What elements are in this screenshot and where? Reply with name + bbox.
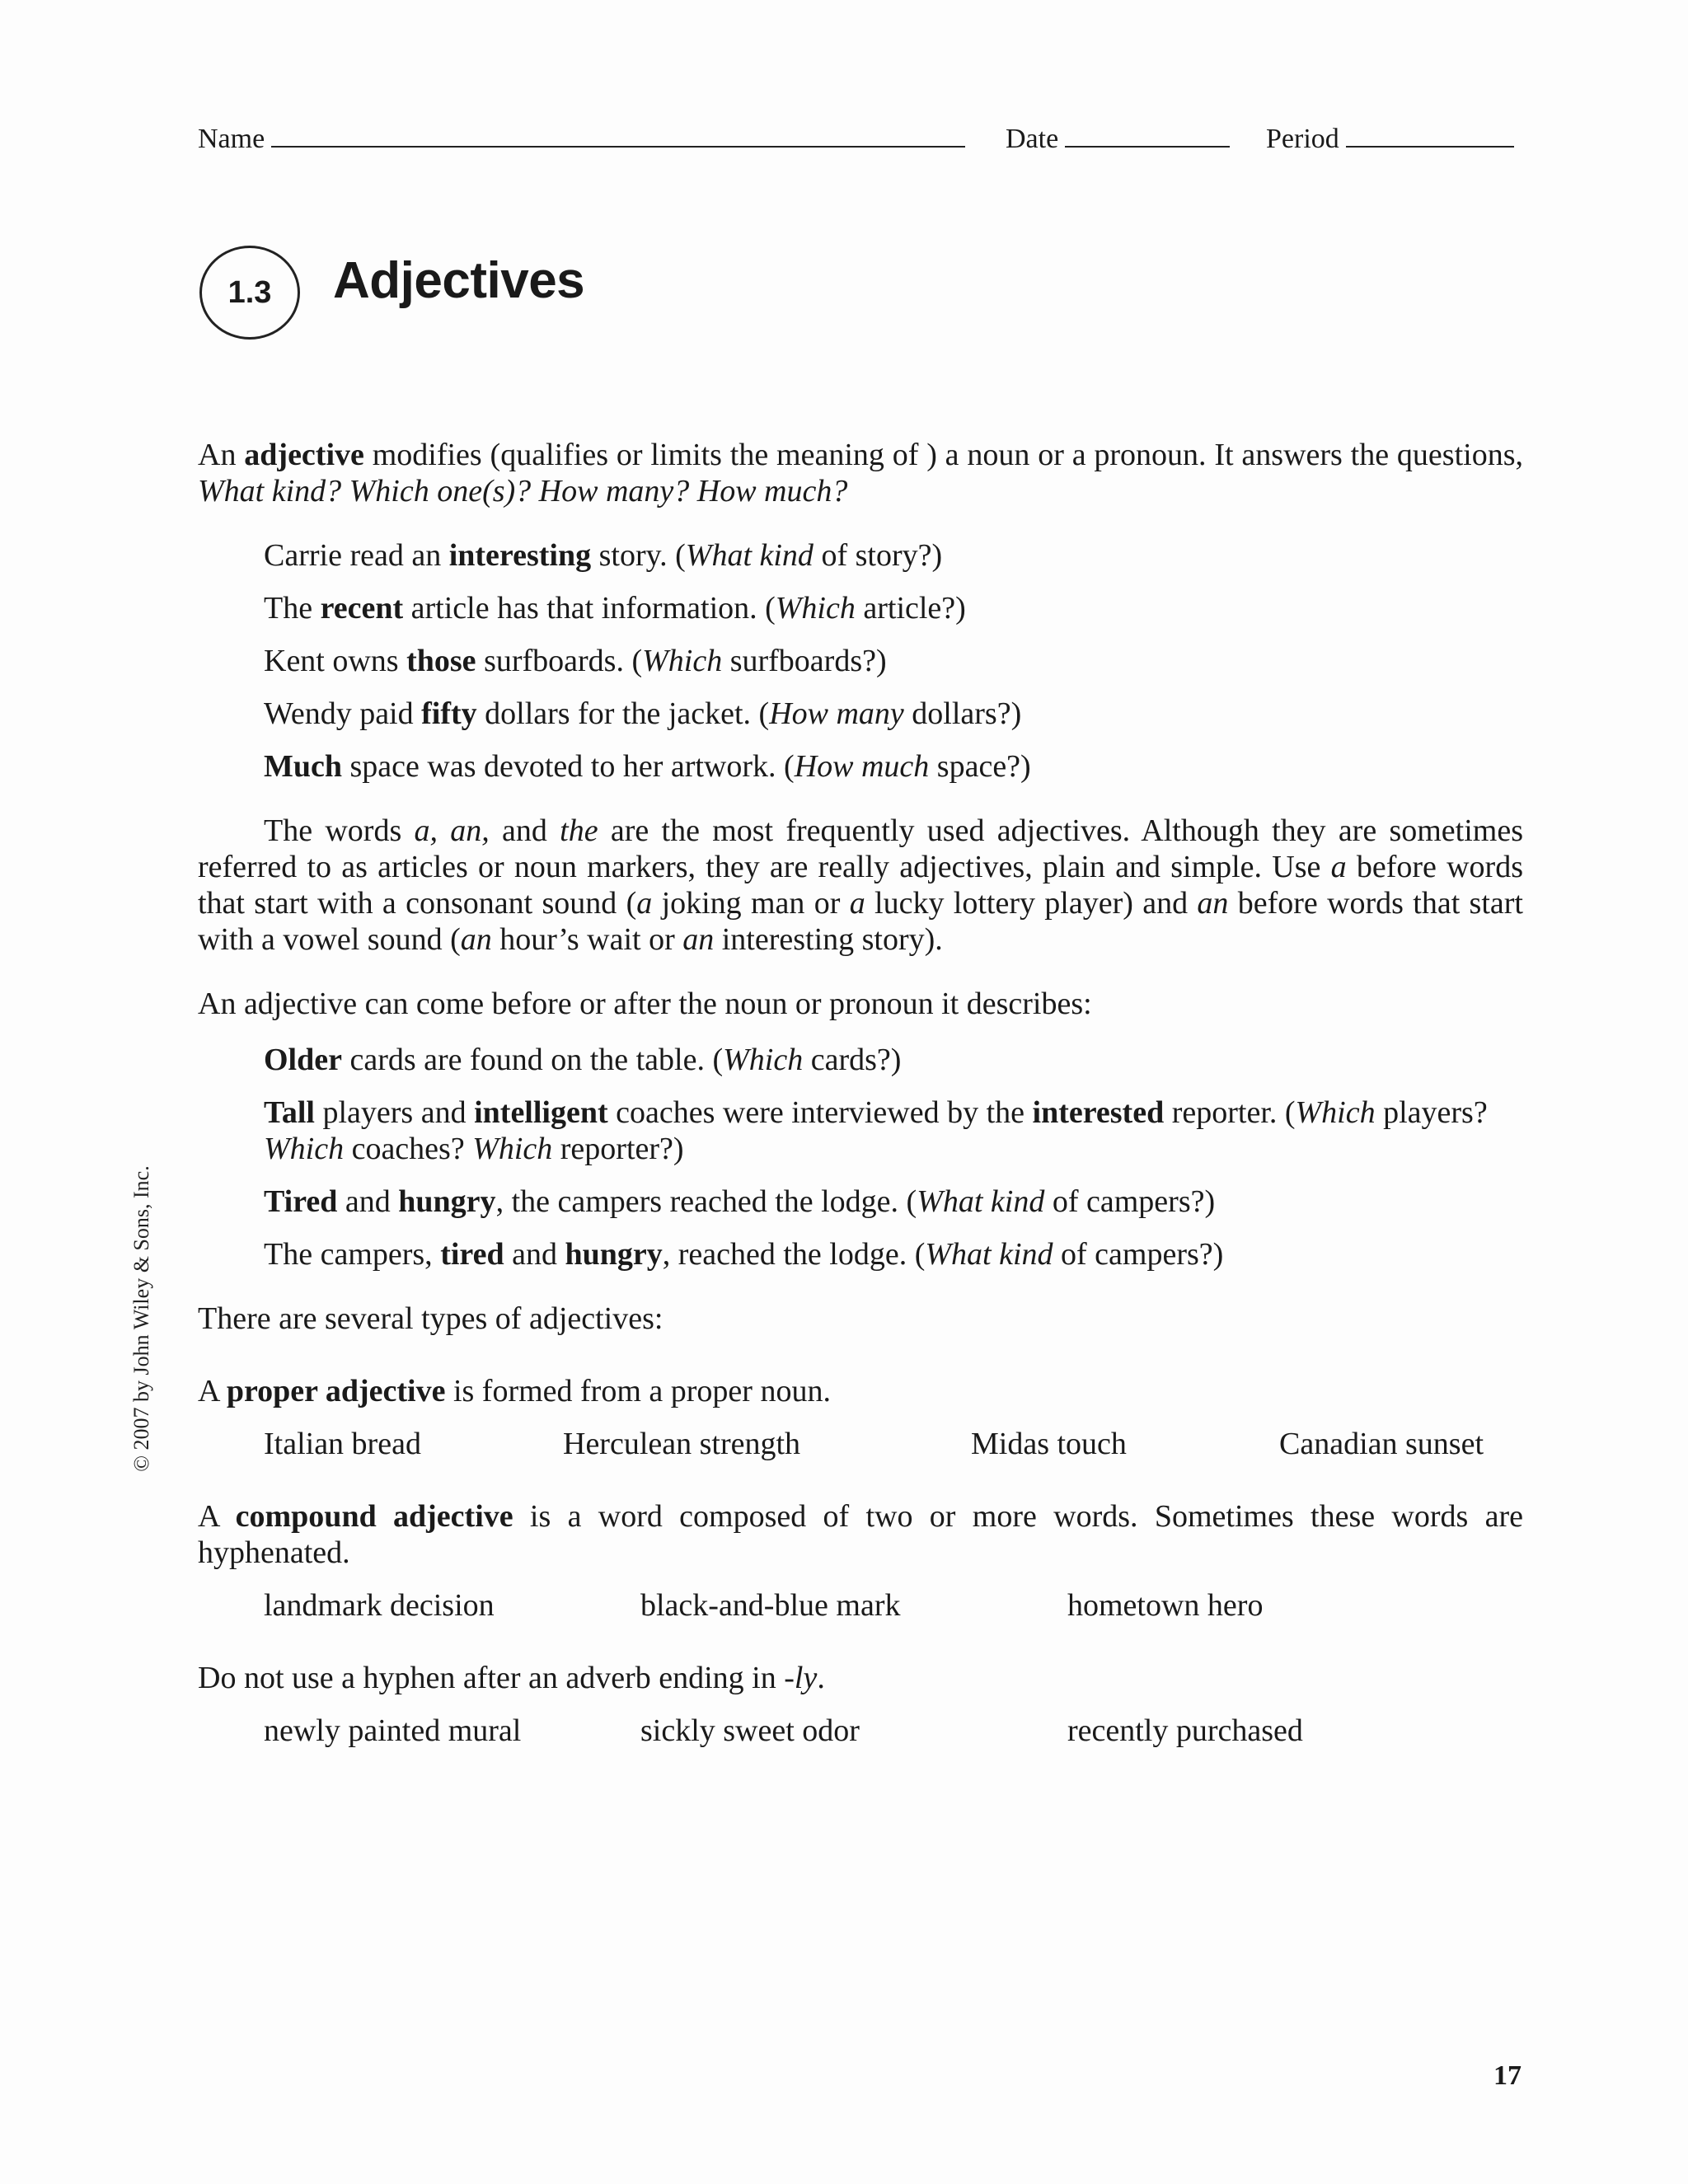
text-span: article?) (855, 591, 966, 626)
text-span: , the campers reached the lodge. ( (495, 1184, 917, 1219)
example-adjective: Older (264, 1043, 342, 1077)
text-span: space?) (929, 749, 1031, 784)
text-span: lucky lottery player) and (865, 886, 1198, 921)
text-span: The words (264, 813, 415, 848)
example-phrase: sickly sweet odor (640, 1713, 860, 1748)
text-span: of campers?) (1053, 1237, 1224, 1272)
text-span: Do not use a hyphen after an adverb ending in (198, 1661, 785, 1695)
example-question: Which (775, 591, 856, 626)
example-adjective: fifty (421, 696, 477, 731)
text-span: , reached the lodge. ( (662, 1237, 926, 1272)
lesson-number: 1.3 (227, 274, 272, 310)
text-span: of campers?) (1044, 1184, 1216, 1219)
proper-adjective-definition (198, 1373, 1523, 1409)
example-phrase: Canadian sunset (1279, 1427, 1484, 1461)
proper-adjective-examples (198, 1426, 1523, 1462)
example-phrase: recently purchased (1067, 1713, 1303, 1748)
lesson-body (198, 437, 1523, 1785)
text-span: Kent owns (264, 644, 407, 678)
text-span: A (198, 1499, 236, 1534)
guiding-questions: What kind? Which one(s)? How many? How much? (198, 474, 848, 509)
example-adjective: hungry (398, 1184, 496, 1219)
text-span: An (198, 438, 245, 472)
text-span: interesting story). (714, 922, 943, 957)
text-span: reporter?) (552, 1132, 684, 1166)
example-sentence (264, 1042, 1523, 1078)
italic-term: a (1330, 850, 1347, 884)
example-phrase: Midas touch (971, 1427, 1127, 1461)
period-field[interactable] (1266, 124, 1514, 155)
example-adjective: Tall (264, 1095, 315, 1130)
example-question: How many (769, 696, 904, 731)
term-compound-adjective: compound adjective (235, 1499, 513, 1534)
text-span: players? (1375, 1095, 1488, 1130)
lesson-number-badge (199, 246, 300, 340)
italic-term: an (682, 922, 715, 957)
text-span: and (337, 1184, 399, 1219)
example-sentence (264, 696, 1523, 732)
italic-term: an (460, 922, 492, 957)
date-field[interactable] (1006, 124, 1230, 155)
example-adjective: interested (1032, 1095, 1165, 1130)
header-fields (198, 124, 1523, 162)
text-span: coaches were interviewed by the (607, 1095, 1033, 1130)
text-span: hour’s wait or (491, 922, 683, 957)
articles-paragraph (198, 813, 1523, 958)
example-phrase: Herculean strength (563, 1427, 801, 1461)
copyright-notice: © 2007 by John Wiley & Sons, Inc. (129, 1165, 153, 1472)
text-span: The campers, (264, 1237, 441, 1272)
example-adjective: Tired (264, 1184, 338, 1219)
italic-term: an (1197, 886, 1229, 921)
example-question: Which (1295, 1095, 1376, 1130)
text-span: . (817, 1661, 825, 1695)
text-span: space was devoted to her artwork. ( (342, 749, 795, 784)
position-intro: An adjective can come before or after the noun or pronoun it describes: (198, 987, 1092, 1021)
example-question: How much (794, 749, 930, 784)
text-span: surfboards. ( (476, 644, 643, 678)
intro-paragraph (198, 437, 1523, 509)
period-blank[interactable] (1346, 124, 1514, 148)
example-adjective: recent (320, 591, 404, 626)
example-sentence (264, 1236, 1523, 1272)
name-field[interactable] (198, 124, 965, 155)
example-question: What kind (925, 1237, 1053, 1272)
hyphen-rule (198, 1660, 1523, 1696)
compound-adjective-examples (198, 1587, 1523, 1624)
text-span: is formed from a proper noun. (445, 1374, 831, 1408)
text-span: A (198, 1374, 227, 1408)
example-adjective: Much (264, 749, 342, 784)
example-sentence (264, 1094, 1523, 1167)
term-proper-adjective: proper adjective (226, 1374, 446, 1408)
example-question: Which (264, 1132, 345, 1166)
text-span: dollars for the jacket. ( (476, 696, 770, 731)
text-span: are the most frequently used adjectives. Although they are sometimes referred to as articles or noun markers, they are really adjectives, plain and simple. Use (198, 813, 1524, 884)
text-span: article has that information. ( (403, 591, 776, 626)
name-blank[interactable] (271, 124, 965, 148)
example-question: Which (472, 1132, 553, 1166)
text-span: Wendy paid (264, 696, 422, 731)
example-phrase: newly painted mural (264, 1713, 522, 1748)
text-span: of story?) (813, 538, 943, 573)
text-span: is a word composed of two or more words. Sometimes these words are hyphenated. (198, 1499, 1523, 1570)
italic-term: the (560, 813, 598, 848)
text-span: cards?) (803, 1043, 902, 1077)
example-question: What kind (685, 538, 814, 573)
example-adjective: tired (440, 1237, 504, 1272)
example-phrase: landmark decision (264, 1588, 495, 1623)
example-adjective: intelligent (474, 1095, 608, 1130)
text-span: Carrie read an (264, 538, 449, 573)
text-span: players and (314, 1095, 475, 1130)
text-span: coaches? (344, 1132, 473, 1166)
text-span: joking man or (652, 886, 850, 921)
page-number: 17 (1493, 2060, 1522, 2091)
example-adjective: hungry (565, 1237, 663, 1272)
text-span: and (504, 1237, 565, 1272)
example-sentence (264, 537, 1523, 574)
text-span: The (264, 591, 321, 626)
example-adjective: interesting (448, 538, 592, 573)
text-span: before words that start with a consonant sound ( (198, 850, 1523, 921)
date-label: Date (1006, 124, 1059, 154)
example-phrase: hometown hero (1067, 1588, 1264, 1623)
text-span: modifies (qualifies or limits the meaning of ) a noun or a pronoun. It answers the questions, (363, 438, 1523, 472)
italic-term: -ly (784, 1661, 818, 1695)
example-question: Which (723, 1043, 804, 1077)
italic-term: a, an, (414, 813, 490, 848)
text-span: reporter. ( (1164, 1095, 1296, 1130)
example-sentence (264, 643, 1523, 679)
example-phrase: black-and-blue mark (640, 1588, 901, 1623)
text-span: surfboards?) (722, 644, 887, 678)
text-span: dollars?) (903, 696, 1022, 731)
example-sentence (264, 1183, 1523, 1220)
text-span: cards are found on the table. ( (341, 1043, 724, 1077)
text-span: and (489, 813, 560, 848)
date-blank[interactable] (1065, 124, 1230, 148)
types-intro: There are several types of adjectives: (198, 1301, 663, 1336)
compound-adjective-definition (198, 1498, 1523, 1571)
italic-term: a (636, 886, 653, 921)
text-span: story. ( (591, 538, 686, 573)
example-adjective: those (406, 644, 476, 678)
example-phrase: Italian bread (264, 1427, 421, 1461)
italic-term: a (849, 886, 865, 921)
page-title: Adjectives (333, 252, 585, 309)
example-sentence (264, 590, 1523, 626)
term-adjective: adjective (244, 438, 364, 472)
text-span: before words that start with a vowel sound ( (198, 886, 1523, 957)
example-sentence (264, 748, 1523, 785)
example-question: What kind (917, 1184, 1045, 1219)
example-question: Which (642, 644, 723, 678)
name-label: Name (198, 124, 265, 154)
hyphen-rule-examples (198, 1713, 1523, 1749)
period-label: Period (1266, 124, 1339, 154)
